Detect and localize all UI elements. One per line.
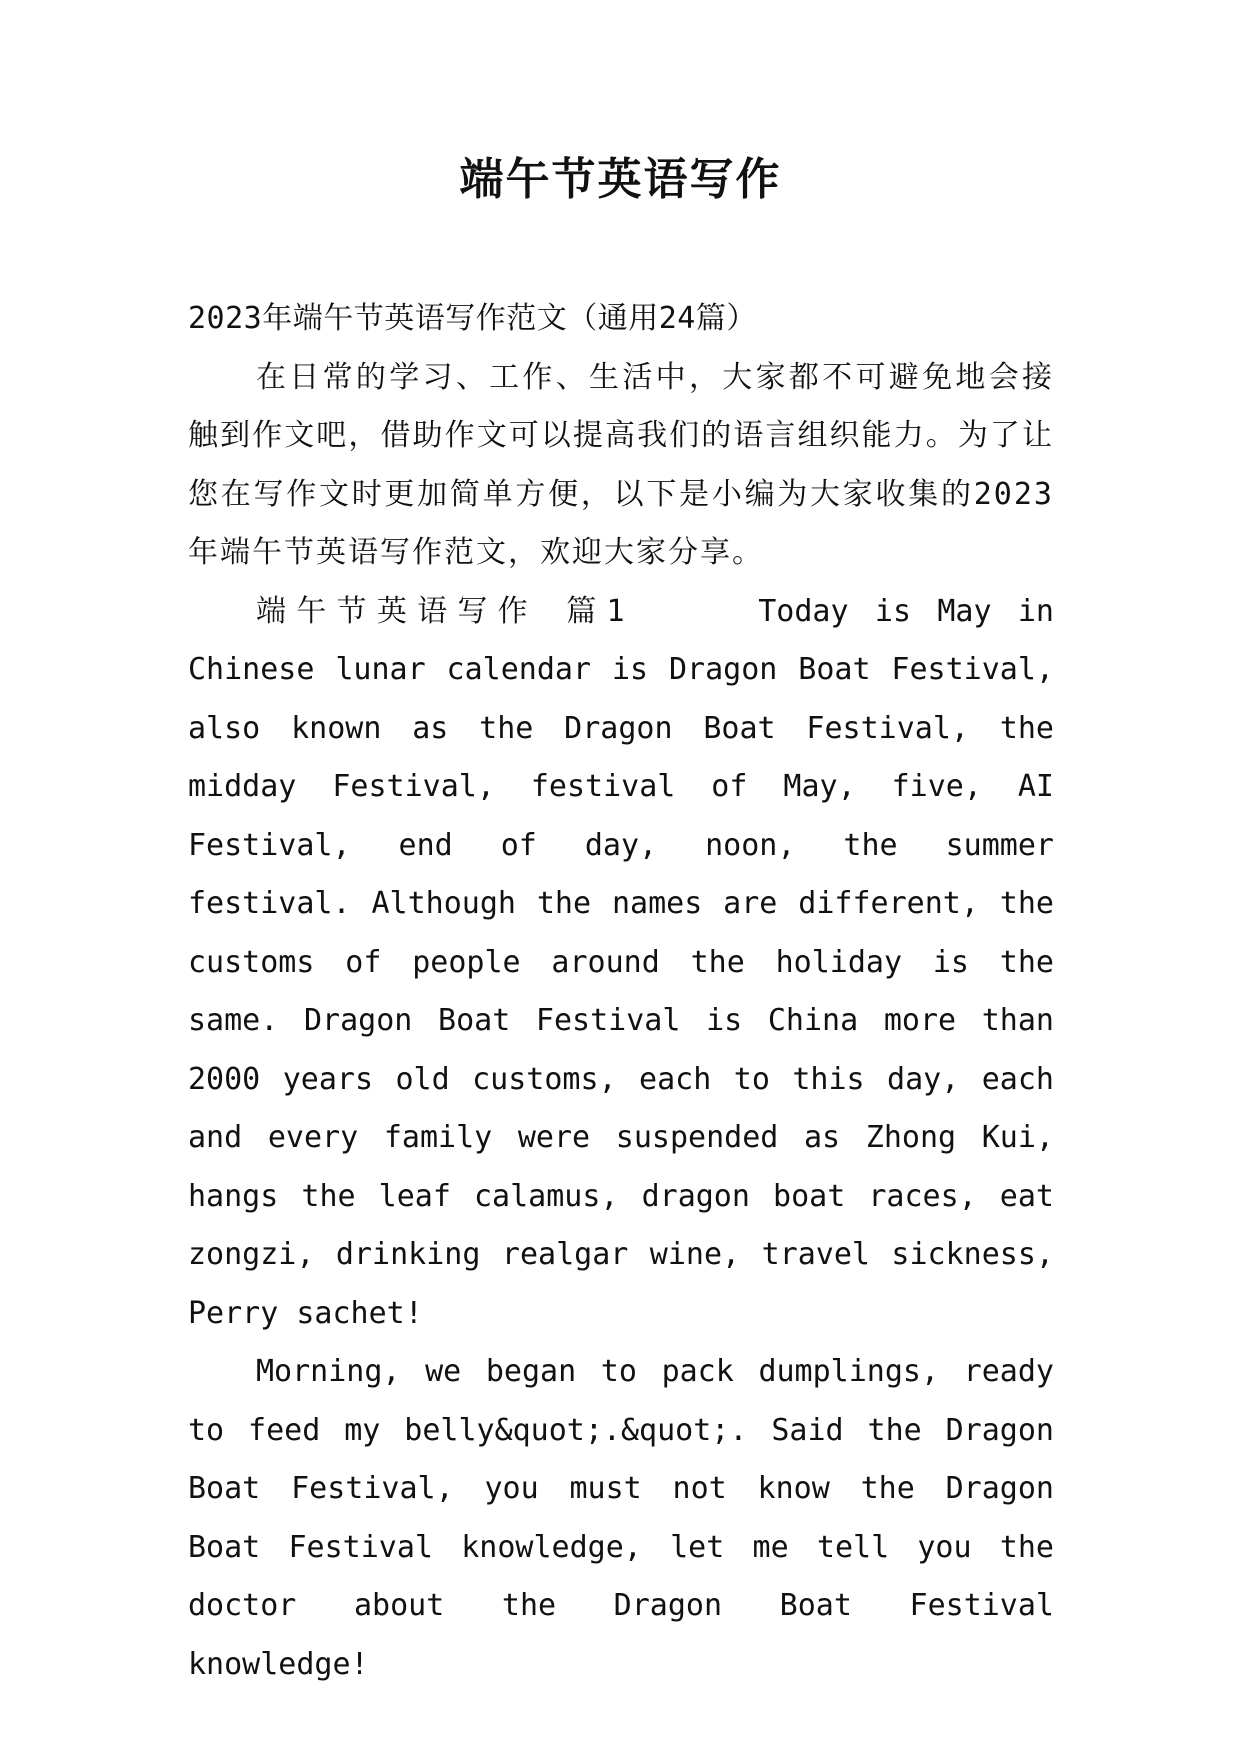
intro-paragraph: 在日常的学习、工作、生活中，大家都不可避免地会接触到作文吧，借助作文可以提高我们的语言组织能力。为了让您在写作文时更加简单方便，以下是小编为大家收集的2023年端午节英语写作范文，欢迎大家分享。	[188, 359, 1054, 570]
document-subtitle: 2023年端午节英语写作范文（通用24篇）	[188, 301, 757, 336]
document-title: 端午节英语写作	[459, 154, 782, 205]
document-body	[188, 290, 1054, 1694]
article-1-paragraph-1-text: Today is May in Chinese lunar calendar is Dragon Boat Festival, also known as the Dragon Boat Festival, the midday Festival, festival of May, five, AI Festival, end of day, noon, the summer festival. Although the names are different, the customs of people around the holiday is the same. Dragon Boat Festival is China more than 2000 years old customs, each to this day, each and every family were suspended as Zhong Kui, hangs the leaf calamus, dragon boat races, eat zongzi, drinking realgar wine, travel sickness, Perry sachet!	[188, 593, 1054, 1331]
article-1-paragraph-2: Morning, we began to pack dumplings, ready to feed my belly&quot;.&quot;. Said the Dragon Boat Festival, you must not know the Dragon Boat Festival knowledge, let me tell you the doctor about the Dragon Boat Festival knowledge!	[188, 1354, 1054, 1682]
article-1-paragraph-1	[188, 583, 1054, 1344]
article-1-heading: 端午节英语写作 篇1	[256, 593, 627, 629]
